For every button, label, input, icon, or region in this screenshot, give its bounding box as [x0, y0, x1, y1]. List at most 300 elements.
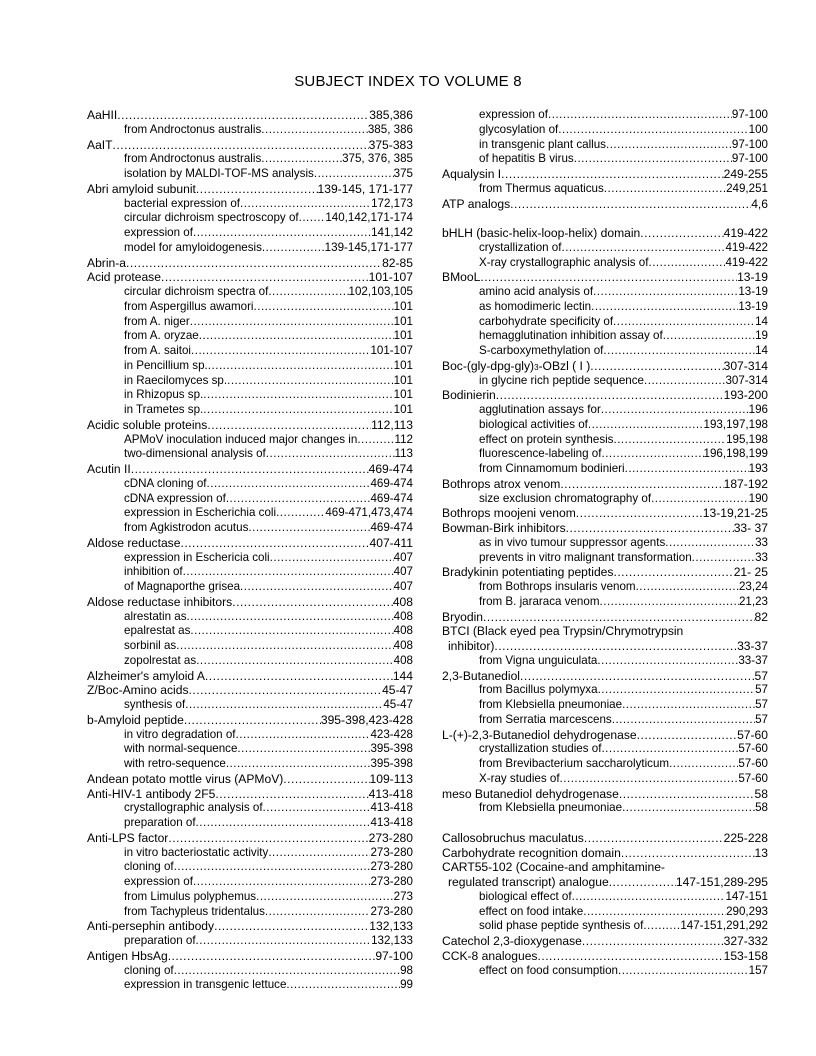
dot-leader — [203, 403, 393, 418]
dot-leader — [609, 875, 676, 890]
index-term: from Vigna unguiculata — [479, 653, 598, 667]
dot-leader — [193, 226, 371, 241]
page-numbers: 419-422 — [723, 226, 768, 240]
index-term: Andean potato mottle virus (APMoV) — [87, 771, 284, 786]
page-numbers: 273 — [393, 889, 413, 903]
index-subentry — [442, 757, 768, 772]
page-numbers: 147-151,289-295 — [675, 875, 768, 889]
dot-leader — [537, 949, 723, 964]
page-numbers: 395-398,423-428 — [320, 712, 413, 727]
index-term: agglutination assays for — [479, 403, 601, 416]
index-term: Carbohydrate recognition domain — [442, 845, 621, 860]
index-subentry — [87, 610, 413, 625]
dot-leader — [226, 492, 371, 507]
page-numbers: 423-428 — [370, 727, 413, 741]
dot-leader — [663, 329, 755, 344]
index-entry — [87, 536, 413, 551]
index-subentry — [87, 241, 413, 256]
dot-leader — [263, 801, 371, 816]
index-subentry — [87, 300, 413, 315]
index-subentry — [87, 226, 413, 241]
page-numbers: 249-255 — [723, 167, 768, 181]
index-term: crystallization of — [479, 240, 562, 254]
index-subentry — [87, 742, 413, 757]
index-subentry — [442, 123, 768, 138]
index-term: as homodimeric lectin — [479, 299, 592, 313]
index-term: ATP analogs — [442, 196, 511, 211]
index-term: zopolrestat as — [124, 653, 197, 667]
index-term: from A. saitoi — [124, 344, 192, 357]
index-subentry — [442, 433, 768, 448]
dot-leader — [625, 462, 749, 477]
blank-line — [442, 211, 768, 226]
dot-leader — [240, 197, 371, 212]
page-numbers: 375-383 — [368, 137, 413, 152]
dot-leader — [622, 801, 755, 816]
index-term: from Limulus polyphemus — [124, 889, 257, 903]
index-entry — [87, 787, 413, 802]
page-numbers: 45-47 — [383, 698, 413, 711]
index-term: in vitro degradation of — [124, 727, 236, 741]
index-term: bHLH (basic-helix-loop-helix) domain — [442, 226, 641, 240]
page-numbers: 172,173 — [371, 196, 413, 210]
page-numbers: 101 — [393, 358, 413, 372]
page-numbers: 413-418 — [370, 801, 413, 815]
index-term: APMoV inoculation induced major changes in — [124, 432, 358, 446]
dot-leader — [636, 580, 739, 595]
index-subentry — [87, 698, 413, 713]
index-entry — [442, 610, 768, 625]
index-term: L-(+)-2,3-Butanediol dehydrogenase — [442, 727, 637, 742]
index-term: Boc-(gly-dpg-gly) — [442, 358, 535, 373]
index-subentry — [87, 728, 413, 743]
dot-leader — [256, 890, 394, 905]
dot-leader — [196, 816, 371, 831]
index-term: from Brevibacterium saccharolyticum — [479, 757, 670, 770]
dot-leader — [597, 654, 738, 669]
index-term: expression in Eschericia coli — [124, 550, 270, 564]
dot-leader — [622, 698, 755, 713]
dot-leader — [648, 256, 725, 271]
dot-leader — [207, 418, 371, 433]
index-term: X-ray studies of — [479, 771, 560, 785]
index-term: effect on protein synthesis — [479, 432, 614, 446]
index-subentry — [87, 801, 413, 816]
page-numbers: 469-474 — [370, 476, 413, 490]
page-numbers: 273-280 — [370, 860, 413, 874]
page-numbers: 469-474 — [370, 491, 413, 505]
dot-leader — [613, 433, 726, 448]
page-numbers: 273-280 — [368, 830, 413, 845]
page-numbers: 33 — [755, 535, 768, 549]
page-numbers: 225-228 — [723, 830, 768, 845]
index-entry — [442, 949, 768, 964]
dot-leader — [591, 300, 738, 315]
page-numbers: 57 — [755, 712, 768, 726]
index-term: X-ray crystallographic analysis of — [479, 255, 649, 269]
page-numbers: 13-19 — [737, 270, 768, 285]
dot-leader — [214, 919, 369, 934]
page-numbers: 193,197,198 — [703, 417, 768, 431]
dot-leader — [208, 359, 394, 374]
index-entry — [442, 270, 768, 285]
index-entry — [87, 418, 413, 433]
index-term: Aldose reductase — [87, 535, 181, 550]
index-term: effect on food intake — [479, 904, 584, 918]
dot-leader — [501, 167, 723, 182]
index-subentry — [442, 315, 768, 330]
index-term: cloning of — [124, 963, 174, 977]
dot-leader — [184, 713, 321, 728]
index-term: circular dichroism spectroscopy of — [124, 211, 299, 225]
dot-leader — [357, 433, 394, 448]
index-subentry — [442, 152, 768, 167]
page-numbers: 13 — [754, 845, 768, 860]
dot-leader — [183, 565, 394, 580]
index-term: Bothrops atrox venom — [442, 476, 561, 491]
index-term: with retro-sequence — [124, 757, 226, 770]
index-entry-continuation — [442, 875, 768, 890]
dot-leader — [205, 669, 393, 684]
page-numbers: 57 — [755, 698, 768, 711]
page-numbers: 187-192 — [723, 476, 768, 491]
dot-leader — [606, 138, 732, 153]
index-subentry — [442, 551, 768, 566]
page-numbers: 82 — [754, 609, 768, 624]
index-term: Aldose reductase inhibitors — [87, 594, 233, 609]
dot-leader — [582, 934, 724, 949]
dot-leader — [665, 536, 755, 551]
dot-leader — [270, 551, 394, 566]
page-numbers: 132,133 — [369, 919, 413, 934]
index-subentry — [442, 403, 768, 418]
dot-leader — [268, 846, 370, 861]
index-subentry — [87, 506, 413, 521]
page-numbers: 101 — [393, 299, 413, 313]
index-subentry — [87, 639, 413, 654]
page-numbers: 469-474 — [368, 462, 413, 476]
page-numbers: 407 — [393, 550, 413, 564]
index-subentry — [442, 964, 768, 979]
index-subentry — [442, 801, 768, 816]
dot-leader — [644, 374, 725, 389]
page-numbers: 57-60 — [738, 771, 768, 785]
page-numbers: 408 — [393, 609, 413, 623]
index-term: Anti-persephin antibody — [87, 919, 215, 934]
dot-leader — [236, 728, 371, 743]
dot-leader — [561, 241, 725, 256]
index-term: from Androctonus australis — [124, 152, 262, 166]
index-term: S-carboxymethylation of — [479, 344, 604, 357]
dot-leader — [248, 521, 370, 536]
index-entry — [442, 197, 768, 212]
index-term: preparation of — [124, 934, 196, 947]
index-term: from A. oryzae — [124, 329, 199, 343]
index-term: in glycine rich peptide sequence — [479, 373, 644, 387]
index-entry — [442, 359, 768, 374]
dot-leader — [193, 875, 370, 890]
index-subentry — [442, 285, 768, 300]
page-numbers: 407-411 — [369, 535, 413, 550]
index-term: from Androctonus australis — [124, 122, 262, 136]
page-numbers: 408 — [392, 594, 413, 609]
page-numbers: 13-19 — [738, 285, 768, 298]
index-term: solid phase peptide synthesis of — [479, 919, 644, 933]
index-entry — [442, 860, 768, 875]
page-numbers: 4,6 — [751, 196, 768, 211]
index-term: CART55-102 (Cocaine-and amphitamine- — [442, 860, 665, 875]
page-numbers: 101 — [393, 329, 413, 343]
index-subentry — [87, 374, 413, 389]
dot-leader — [227, 374, 394, 389]
page-numbers: 408 — [393, 624, 413, 638]
index-subentry — [442, 108, 768, 123]
dot-leader — [560, 772, 739, 787]
index-term: from Klebsiella pneumoniae — [479, 698, 623, 711]
dot-leader — [187, 610, 394, 625]
index-term: glycosylation of — [479, 122, 559, 136]
page-numbers: 21- 25 — [733, 565, 768, 580]
page-numbers: 469-471,473,474 — [325, 506, 413, 520]
page-numbers: 100 — [748, 122, 768, 136]
page-numbers: 153-158 — [723, 948, 768, 963]
index-subentry — [87, 521, 413, 536]
page-numbers: 45-47 — [382, 683, 413, 698]
dot-leader — [262, 241, 325, 256]
index-term: from Tachypleus tridentalus — [124, 904, 265, 918]
dot-leader — [520, 669, 755, 684]
page-numbers: 395-398 — [370, 742, 413, 756]
page-numbers: 141,142 — [371, 226, 413, 239]
index-subentry — [442, 492, 768, 507]
page-numbers: 147-151 — [725, 889, 768, 903]
index-subentry — [442, 772, 768, 787]
index-term: two-dimensional analysis of — [124, 447, 266, 461]
index-subentry — [87, 757, 413, 772]
dot-leader — [483, 610, 755, 625]
index-term: cDNA cloning of — [124, 476, 207, 490]
dot-leader — [600, 595, 739, 610]
index-term: expression of — [124, 226, 193, 239]
index-subentry — [87, 197, 413, 212]
index-entry — [87, 256, 413, 271]
dot-leader — [584, 831, 724, 846]
dot-leader — [265, 905, 371, 920]
page-numbers: 327-332 — [723, 934, 768, 948]
index-subentry — [442, 713, 768, 728]
page-numbers: 139-145, 171-177 — [317, 181, 413, 196]
dot-leader — [176, 639, 393, 654]
page-numbers: 375, 376, 385 — [342, 152, 413, 166]
index-subentry — [442, 241, 768, 256]
dot-leader — [651, 492, 749, 507]
dot-leader — [601, 403, 749, 418]
index-term: from Cinnamomum bodinieri — [479, 462, 625, 475]
index-term: synthesis of — [124, 698, 186, 711]
page-numbers: 101-107 — [368, 270, 413, 285]
page-numbers: 419-422 — [725, 255, 768, 269]
page-numbers: 196 — [748, 403, 768, 416]
dot-leader — [574, 152, 732, 167]
index-subentry — [442, 683, 768, 698]
dot-leader — [261, 123, 368, 138]
page-numbers: 413-418 — [368, 786, 413, 801]
dot-leader — [261, 152, 342, 167]
index-subentry — [87, 211, 413, 226]
dot-leader — [240, 580, 394, 595]
index-entry — [87, 270, 413, 285]
page-numbers: 101-107 — [370, 344, 413, 357]
index-term: from Thermus aquaticus — [479, 181, 604, 195]
index-term: Bothrops moojeni venom — [442, 506, 576, 521]
index-term: Antigen HbsAg — [87, 948, 168, 963]
page-numbers: 375 — [393, 167, 413, 180]
index-term: from A. niger — [124, 314, 190, 328]
dot-leader — [590, 359, 723, 374]
dot-leader — [174, 964, 400, 979]
index-term-suffix: -OBzl ( I ) — [538, 358, 591, 373]
index-term: expression of — [479, 108, 548, 121]
dot-leader — [572, 890, 726, 905]
dot-leader — [203, 388, 393, 403]
index-term: Acutin II — [87, 462, 131, 476]
dot-leader — [619, 787, 755, 802]
page-numbers: 385, 386 — [367, 122, 413, 136]
index-subentry — [442, 654, 768, 669]
index-entry — [87, 108, 413, 123]
page-numbers: 14 — [755, 314, 768, 328]
index-subentry — [442, 462, 768, 477]
index-entry — [442, 669, 768, 684]
index-subentry — [87, 433, 413, 448]
index-subentry — [87, 123, 413, 138]
index-term: expression in Escherichia coli — [124, 506, 277, 520]
index-subentry — [442, 698, 768, 713]
index-term: inhibitor) — [448, 639, 495, 653]
index-subentry — [87, 580, 413, 595]
index-term: Z/Boc-Amino acids — [87, 683, 189, 698]
dot-leader — [268, 285, 348, 300]
index-subentry — [442, 580, 768, 595]
index-term: carbohydrate specificity of — [479, 314, 614, 328]
dot-leader — [131, 462, 369, 477]
index-term: model for amyloidogenesis — [124, 240, 262, 254]
index-subentry — [87, 285, 413, 300]
index-subentry — [87, 477, 413, 492]
index-subentry — [87, 344, 413, 359]
page-numbers: 33-37 — [738, 653, 768, 667]
dot-leader — [643, 919, 680, 934]
page-numbers: 139-145,171-177 — [324, 240, 413, 254]
index-term: in Pencillium sp. — [124, 358, 208, 372]
page-numbers: 97-100 — [731, 108, 768, 121]
index-subentry — [442, 418, 768, 433]
index-entry — [442, 226, 768, 241]
page-numbers: 57 — [755, 683, 768, 697]
index-subentry — [87, 403, 413, 418]
index-entry — [442, 934, 768, 949]
index-term: fluorescence-labeling of — [479, 447, 602, 461]
index-subentry — [442, 300, 768, 315]
index-term: Acid protease — [87, 270, 161, 285]
page-numbers: 307-314 — [723, 358, 768, 373]
blank-line — [442, 816, 768, 831]
dot-leader — [593, 285, 738, 300]
dot-leader — [588, 418, 704, 433]
page-numbers: 193-200 — [723, 388, 768, 403]
index-subentry — [87, 492, 413, 507]
index-term: Abri amyloid subunit — [87, 181, 196, 196]
index-term: of hepatitis B virus — [479, 152, 574, 166]
dot-leader — [558, 123, 748, 138]
index-term: hemagglutination inhibition assay of — [479, 329, 663, 343]
index-subentry — [442, 742, 768, 757]
index-subentry — [87, 846, 413, 861]
dot-leader — [480, 270, 737, 285]
index-subentry — [87, 875, 413, 890]
index-term: Bodinierin — [442, 388, 496, 403]
index-term: sorbinil as — [124, 639, 177, 652]
dot-leader — [113, 138, 369, 153]
index-subentry — [442, 182, 768, 197]
page-numbers: 273-280 — [370, 875, 413, 888]
index-column-left — [87, 108, 413, 993]
index-entry — [442, 506, 768, 521]
dot-leader — [254, 300, 394, 315]
index-term: Alzheimer's amyloid A — [87, 668, 205, 683]
page-numbers: 23,24 — [738, 580, 768, 593]
index-term: isolation by MALDI-TOF-MS analysis — [124, 167, 314, 180]
index-term: as in vivo tumour suppressor agents — [479, 535, 666, 549]
index-term: effect on food consumption — [479, 963, 619, 977]
dot-leader — [601, 447, 703, 462]
index-term: from Klebsiella pneumoniae — [479, 801, 623, 815]
index-subentry — [87, 388, 413, 403]
dot-leader — [314, 167, 394, 182]
index-term: in Rhizopus sp. — [124, 388, 204, 402]
index-term: Bradykinin potentiating peptides — [442, 565, 614, 580]
index-subentry — [442, 890, 768, 905]
index-term: regulated transcript) analogue — [448, 875, 609, 889]
page-numbers: 385,386 — [369, 108, 413, 122]
index-term: in vitro bacteriostatic activity — [124, 845, 269, 859]
index-term: from Aspergillus awamori — [124, 299, 254, 313]
dot-leader — [494, 639, 737, 654]
index-term: meso Butanediol dehydrogenase — [442, 786, 619, 801]
page-numbers: 407 — [393, 565, 413, 579]
index-entry — [87, 772, 413, 787]
dot-leader — [692, 551, 755, 566]
dot-leader — [276, 506, 325, 521]
dot-leader — [168, 949, 376, 964]
index-term: bacterial expression of — [124, 196, 240, 210]
dot-leader — [215, 787, 368, 802]
page-title: SUBJECT INDEX TO VOLUME 8 — [294, 73, 522, 90]
index-term-subscript: 3 — [534, 362, 539, 372]
index-term: Anti-HIV-1 antibody 2F5 — [87, 786, 216, 801]
index-subentry — [442, 329, 768, 344]
index-subentry — [87, 624, 413, 639]
index-subentry — [442, 919, 768, 934]
dot-leader — [161, 270, 369, 285]
page-numbers: 57-60 — [738, 757, 768, 770]
dot-leader — [613, 565, 733, 580]
index-term: circular dichroism spectra of — [124, 285, 269, 298]
dot-leader — [299, 211, 326, 226]
index-subentry — [442, 344, 768, 359]
index-term: Callosobruchus maculatus — [442, 830, 584, 845]
index-entry — [442, 565, 768, 580]
